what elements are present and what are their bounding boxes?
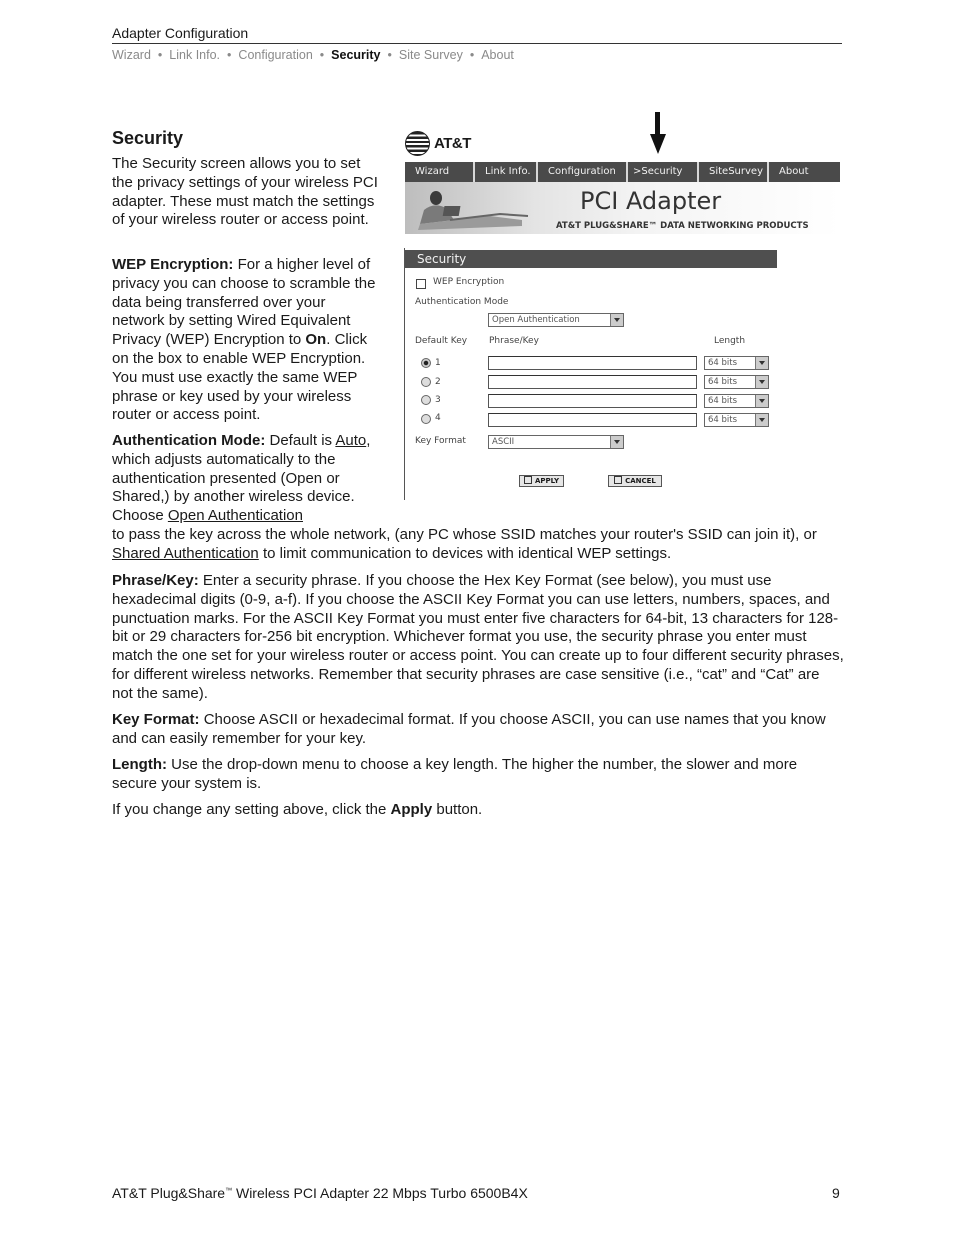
intro-paragraph (112, 155, 380, 230)
auth-text-a: Default is (265, 432, 336, 449)
chevron-down-icon[interactable] (755, 357, 768, 369)
key-format-label: Key Format (415, 436, 466, 446)
key-number-2: 2 (435, 377, 441, 387)
wep-text-b: . Click on the box to enable WEP Encryption. You must use exactly the same WEP phrase or key used by your wireless router or access point. (112, 331, 368, 424)
length-label: Length: (112, 756, 167, 773)
breadcrumb-separator: • (469, 48, 475, 62)
breadcrumb-separator: • (319, 48, 325, 62)
length-header: Length (714, 336, 746, 346)
breadcrumb-link-info: Link Info. (169, 48, 221, 62)
apply-note-paragraph (112, 801, 844, 820)
phrase-key-header: Phrase/Key (489, 336, 539, 346)
keyformat-text: Choose ASCII or hexadecimal format. If you choose ASCII, you can use names that you know and can easily remember for your key. (112, 711, 826, 747)
keyformat-label: Key Format: (112, 711, 200, 728)
nav-tab-security[interactable]: >Security (628, 162, 699, 182)
apply-note-text-b: button. (432, 801, 483, 818)
chevron-down-icon[interactable] (755, 414, 768, 426)
cancel-icon (614, 476, 622, 484)
wep-paragraph (112, 256, 380, 425)
breadcrumb-separator: • (227, 48, 232, 62)
auth-text-c: to pass the key across the whole network, (any PC whose SSID matches your router's SSID can join it), or (112, 525, 817, 543)
breadcrumb-security: Security (331, 48, 381, 62)
adapter-nav-bar (405, 162, 840, 182)
cancel-button-label: CANCEL (625, 477, 656, 485)
chevron-down-icon[interactable] (755, 395, 768, 407)
cancel-button[interactable] (608, 475, 662, 487)
default-key-radio-3[interactable] (421, 395, 431, 405)
woman-with-laptop-image (410, 186, 530, 231)
document-header-title: Adapter Configuration (112, 25, 249, 41)
key-length-select-1[interactable] (704, 356, 769, 370)
auth-mode-select[interactable] (488, 313, 624, 327)
chevron-down-icon[interactable] (610, 314, 623, 326)
nav-tab-configuration[interactable]: Configuration (538, 162, 628, 182)
att-logo: AT&T (434, 135, 471, 152)
auth-auto: Auto (335, 432, 367, 449)
auth-text-d: to limit communication to devices with identical WEP settings. (258, 544, 672, 562)
phrase-key-input-1[interactable] (488, 356, 697, 370)
chevron-down-icon[interactable] (755, 376, 768, 388)
footer-product-a: AT&T Plug&Share (112, 1185, 226, 1201)
att-globe-icon (405, 131, 430, 156)
security-panel-title: Security (417, 252, 467, 266)
auth-shared: Shared Authentication (112, 544, 259, 562)
key-length-select-4[interactable] (704, 413, 769, 427)
key-number-3: 3 (435, 395, 441, 405)
key-length-value-3: 64 bits (708, 396, 738, 406)
nav-tab-link-info[interactable]: Link Info. (475, 162, 538, 182)
wep-encryption-checkbox[interactable] (416, 279, 426, 289)
key-length-value-2: 64 bits (708, 377, 738, 387)
key-format-value: ASCII (492, 437, 515, 447)
breadcrumb-separator: • (157, 48, 163, 62)
phrase-text: Enter a security phrase. If you choose the Hex Key Format (see below), you must use hexadecimal digits (0-9, a-f). If you choose the ASCII Key Format you can use letters, numbers, spaces, and punctuation marks. For the ASCII Key Format you must enter five characters for 64-bit, 13 characters for 128-bit or 29 characters for-256 bit encryption. Whichever format you use, the security phrase you enter must match the one set for your wireless router or access point. You can create up to four different security phrases, for different wireless networks. Remember that security phrases are case sensitive (i.e., “cat” and “Cat” are not the same). (112, 572, 844, 702)
breadcrumb-configuration: Configuration (238, 48, 313, 62)
pointer-arrow-icon (655, 112, 660, 136)
apply-button-label: APPLY (534, 477, 560, 485)
key-length-select-3[interactable] (704, 394, 769, 408)
apply-note-apply: Apply (390, 801, 433, 818)
auth-paragraph (112, 432, 844, 564)
trademark-symbol: ™ (225, 1187, 233, 1195)
key-length-value-1: 64 bits (708, 358, 738, 368)
phrase-key-input-2[interactable] (488, 375, 697, 389)
footer-product (112, 1185, 528, 1201)
chevron-down-icon[interactable] (610, 436, 623, 448)
length-paragraph (112, 756, 844, 794)
wep-label: WEP Encryption: (112, 256, 234, 273)
banner-subtitle: AT&T PLUG&SHARE™ DATA NETWORKING PRODUCTS (556, 221, 809, 231)
key-number-1: 1 (435, 358, 441, 368)
auth-mode-label: Authentication Mode (415, 297, 509, 307)
length-text: Use the drop-down menu to choose a key length. The higher the number, the slower and more secure your system is. (112, 756, 798, 792)
wep-text-a: For a higher level of privacy you can choose to scramble the data being transferred over your network by setting Wired Equivalent Privacy (WEP) Encryption to (112, 256, 376, 349)
nav-tab-wizard[interactable]: Wizard (405, 162, 475, 182)
phrase-key-input-3[interactable] (488, 394, 697, 408)
breadcrumb-about: About (481, 48, 514, 62)
default-key-header: Default Key (415, 336, 468, 346)
pointer-arrowhead-icon (650, 134, 666, 154)
auth-open: Open Authentication (167, 507, 303, 525)
page-number: 9 (832, 1185, 840, 1201)
key-length-select-2[interactable] (704, 375, 769, 389)
intro-text: The Security screen allows you to set the privacy settings of your wireless PCI adapter. These must match the settings of your wireless router or access point. (112, 155, 378, 229)
nav-tab-site-survey[interactable]: SiteSurvey (699, 162, 769, 182)
key-number-4: 4 (435, 413, 441, 423)
phrase-paragraph (112, 572, 844, 704)
apply-button[interactable] (519, 475, 564, 487)
nav-tab-about[interactable]: About (779, 166, 809, 177)
auth-text-b: , which adjusts automatically to the authentication presented (Open or Shared,) by another wireless device. Choose (112, 432, 371, 525)
screenshot-border (404, 248, 405, 500)
phrase-label: Phrase/Key: (112, 572, 199, 589)
wep-encryption-label: WEP Encryption (433, 277, 505, 287)
section-title: Security (112, 128, 184, 148)
footer-product-b: Wireless PCI Adapter 22 Mbps Turbo 6500B4X (232, 1185, 528, 1201)
breadcrumb-wizard: Wizard (112, 48, 151, 62)
phrase-key-input-4[interactable] (488, 413, 697, 427)
key-length-value-4: 64 bits (708, 415, 738, 425)
banner-title: PCI Adapter (580, 187, 722, 215)
key-format-select[interactable] (488, 435, 624, 449)
auth-mode-value: Open Authentication (492, 315, 580, 325)
auth-label: Authentication Mode: (112, 432, 266, 449)
header-divider (112, 43, 842, 44)
breadcrumb-separator: • (387, 48, 392, 62)
default-key-radio-1[interactable] (421, 358, 431, 368)
wep-on: On (305, 331, 327, 349)
breadcrumb-site-survey: Site Survey (398, 48, 463, 62)
apply-icon (524, 476, 532, 484)
default-key-radio-4[interactable] (421, 414, 431, 424)
security-panel-header (405, 250, 777, 268)
breadcrumb (112, 48, 514, 62)
keyformat-paragraph (112, 711, 844, 749)
default-key-radio-2[interactable] (421, 377, 431, 387)
apply-note-text-a: If you change any setting above, click the (112, 801, 391, 818)
